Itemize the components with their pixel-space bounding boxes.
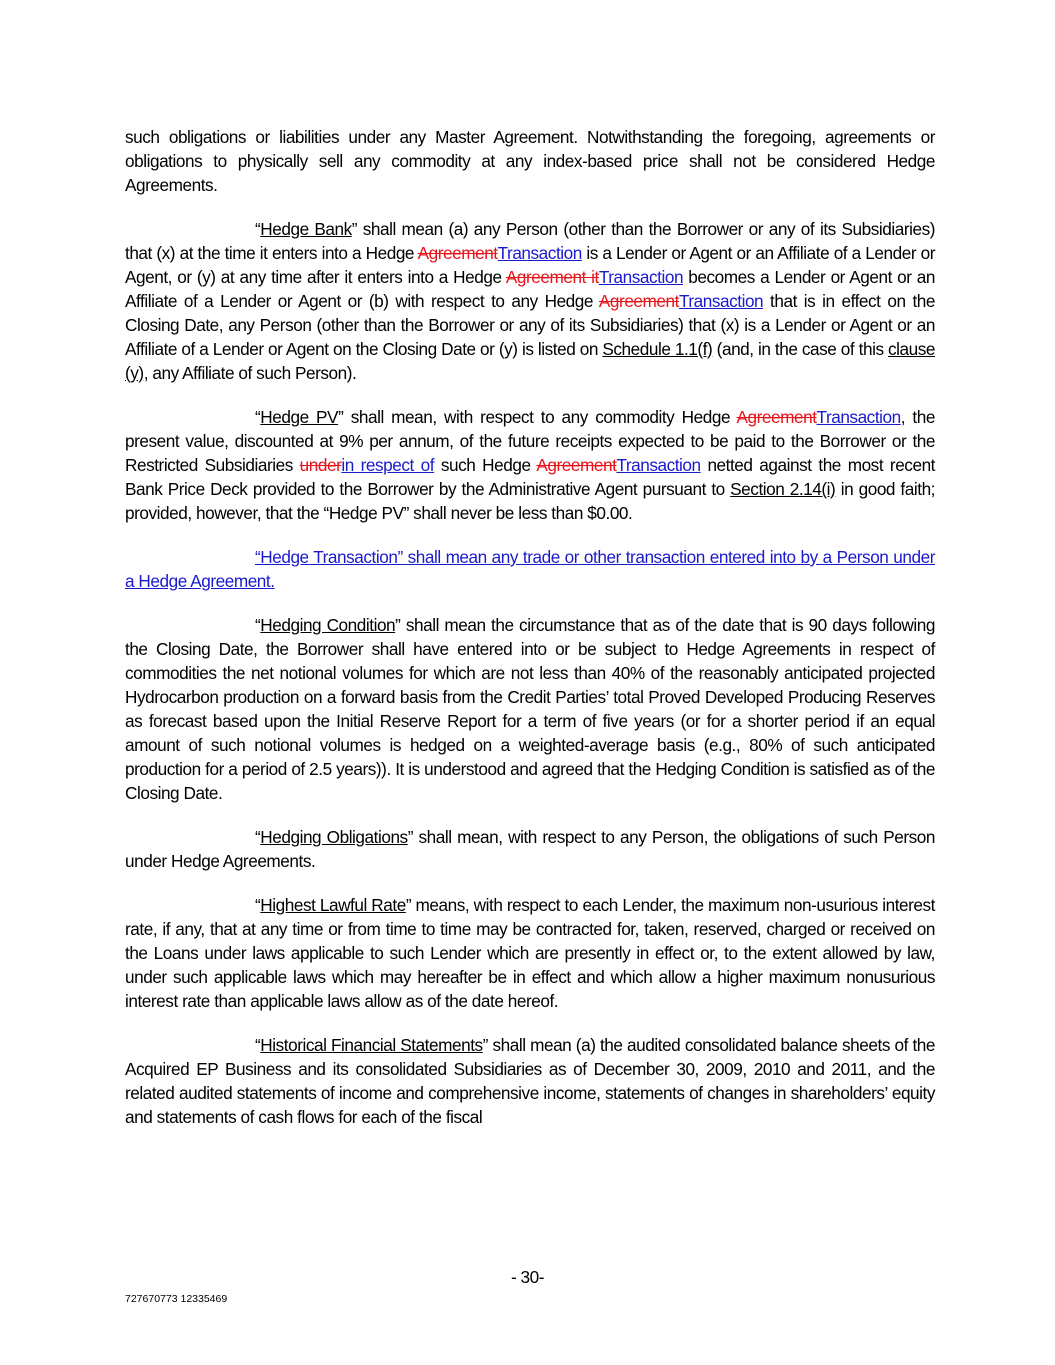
defined-term: Hedge Bank bbox=[260, 219, 352, 239]
deleted-text: Agreement bbox=[417, 243, 498, 263]
deleted-text: Agreement bbox=[736, 407, 817, 427]
open-quote: “ bbox=[255, 407, 261, 427]
deleted-text: under bbox=[299, 455, 342, 475]
inserted-text: Transaction bbox=[598, 267, 684, 287]
open-quote: “ bbox=[255, 615, 261, 635]
definition-text: ” shall mean the circumstance that as of the date that is 90 days following the Closing Date, the Borrower shall have entered into or be subject to Hedge Agreements in respect of commodities the net notional volumes for which are not less than 40% of the reasonably anticipated projected Hydrocarbon production on a forward basis from the Credit Parties’ total Proved Developed Producing Reserves as forecast based upon the Initial Reserve Report for a term of five years (or for a shorter period if an equal amount of such notional volumes is hedged on a weighted-average basis (e.g., 80% of such anticipated production for a period of 2.5 years)). It is understood and agreed that the Hedging Condition is satisfied as of the Closing Date. bbox=[125, 615, 935, 803]
definition-hedge-bank bbox=[125, 217, 935, 385]
cross-reference: Section 2.14(i) bbox=[730, 479, 836, 499]
defined-term: Hedging Condition bbox=[260, 615, 396, 635]
definition-text: ” shall mean, with respect to any Person, the obligations of such Person under Hedge Agreements. bbox=[125, 827, 935, 871]
definition-text: ” shall mean (a) any Person (other than the Borrower or any of its Subsidiaries) that (x) at the time it enters into a Hedge bbox=[125, 219, 935, 263]
inserted-text: in respect of bbox=[341, 455, 435, 475]
definition-text: such Hedge bbox=[434, 455, 537, 475]
defined-term: Highest Lawful Rate bbox=[260, 895, 406, 915]
definition-text: ” shall mean (a) the audited consolidated balance sheets of the Acquired EP Business and its consolidated Subsidiaries as of December 30, 2009, 2010 and 2011, and the related audited statements of income and comprehensive income, statements of changes in shareholders’ equity and statements of cash flows for each of the fiscal bbox=[125, 1035, 935, 1127]
inserted-text: Transaction bbox=[816, 407, 901, 427]
definition-text: , the present value, discounted at 9% per annum, of the future receipts expected to be paid to the Borrower or the Restricted Subsidiaries bbox=[125, 407, 935, 475]
inserted-text: “Hedge Transaction” shall mean any trade or other transaction entered into by a Person under a Hedge Agreement. bbox=[125, 547, 935, 591]
defined-term: Hedge PV bbox=[260, 407, 339, 427]
definition-text: ” means, with respect to each Lender, the maximum non-usurious interest rate, if any, that at any time or from time to time may be contracted for, taken, reserved, charged or received on the Loans under laws applicable to such Lender which are presently in effect or, to the extent allowed by law, under such applicable laws which may hereafter be in effect and which allow a higher maximum nonusurious interest rate than applicable laws allow as of the date hereof. bbox=[125, 895, 935, 1011]
open-quote: “ bbox=[255, 827, 261, 847]
definition-historical-financial-statements bbox=[125, 1033, 935, 1129]
definition-hedge-transaction bbox=[125, 545, 935, 593]
inserted-text: Transaction bbox=[678, 291, 764, 311]
document-id: 727670773 12335469 bbox=[125, 1293, 228, 1305]
deleted-text: Agreement bbox=[598, 291, 679, 311]
definition-text: in good faith; provided, however, that the “Hedge PV” shall never be less than $0.00. bbox=[125, 479, 935, 523]
paragraph-text: such obligations or liabilities under any Master Agreement. Notwithstanding the foregoing, agreements or obligations to physically sell any commodity at any index-based price shall not be considered Hedge Agreements. bbox=[125, 127, 935, 195]
definition-text: netted against the most recent Bank Price Deck provided to the Borrower by the Administrative Agent pursuant to bbox=[125, 455, 935, 499]
inserted-text: Transaction bbox=[497, 243, 582, 263]
defined-term: Hedging Obligations bbox=[260, 827, 408, 847]
definition-text: , any Affiliate of such Person). bbox=[143, 363, 357, 383]
definition-hedging-condition bbox=[125, 613, 935, 805]
open-quote: “ bbox=[255, 1035, 261, 1055]
deleted-text: Agreement bbox=[536, 455, 617, 475]
cross-reference: Schedule 1.1(f) bbox=[602, 339, 713, 359]
defined-term: Historical Financial Statements bbox=[260, 1035, 483, 1055]
inserted-text: Transaction bbox=[616, 455, 701, 475]
definition-text: ” shall mean, with respect to any commodity Hedge bbox=[338, 407, 737, 427]
document-body bbox=[125, 125, 935, 1149]
page-number: - 30- bbox=[510, 1267, 545, 1287]
definition-text: becomes a Lender or Agent or an Affiliate of a Lender or Agent or (b) with respect to any Hedge bbox=[125, 267, 936, 311]
deleted-text: Agreement it bbox=[505, 267, 599, 287]
open-quote: “ bbox=[255, 219, 261, 239]
definition-text: is a Lender or Agent or an Affiliate of a Lender or Agent, or (y) at any time after it enters into a Hedge bbox=[125, 243, 935, 287]
definition-highest-lawful-rate bbox=[125, 893, 935, 1013]
definition-hedging-obligations bbox=[125, 825, 935, 873]
open-quote: “ bbox=[255, 895, 261, 915]
definition-text: (and, in the case of this bbox=[712, 339, 889, 359]
cross-reference: clause (y) bbox=[125, 339, 935, 383]
definition-text: that is in effect on the Closing Date, any Person (other than the Borrower or any of its Subsidiaries) that (x) is a Lender or Agent or an Affiliate of a Lender or Agent on the Closing Date or (y) is listed on bbox=[125, 291, 935, 359]
definition-hedge-pv bbox=[125, 405, 935, 525]
paragraph-hedge-agreement-continuation bbox=[125, 125, 935, 197]
